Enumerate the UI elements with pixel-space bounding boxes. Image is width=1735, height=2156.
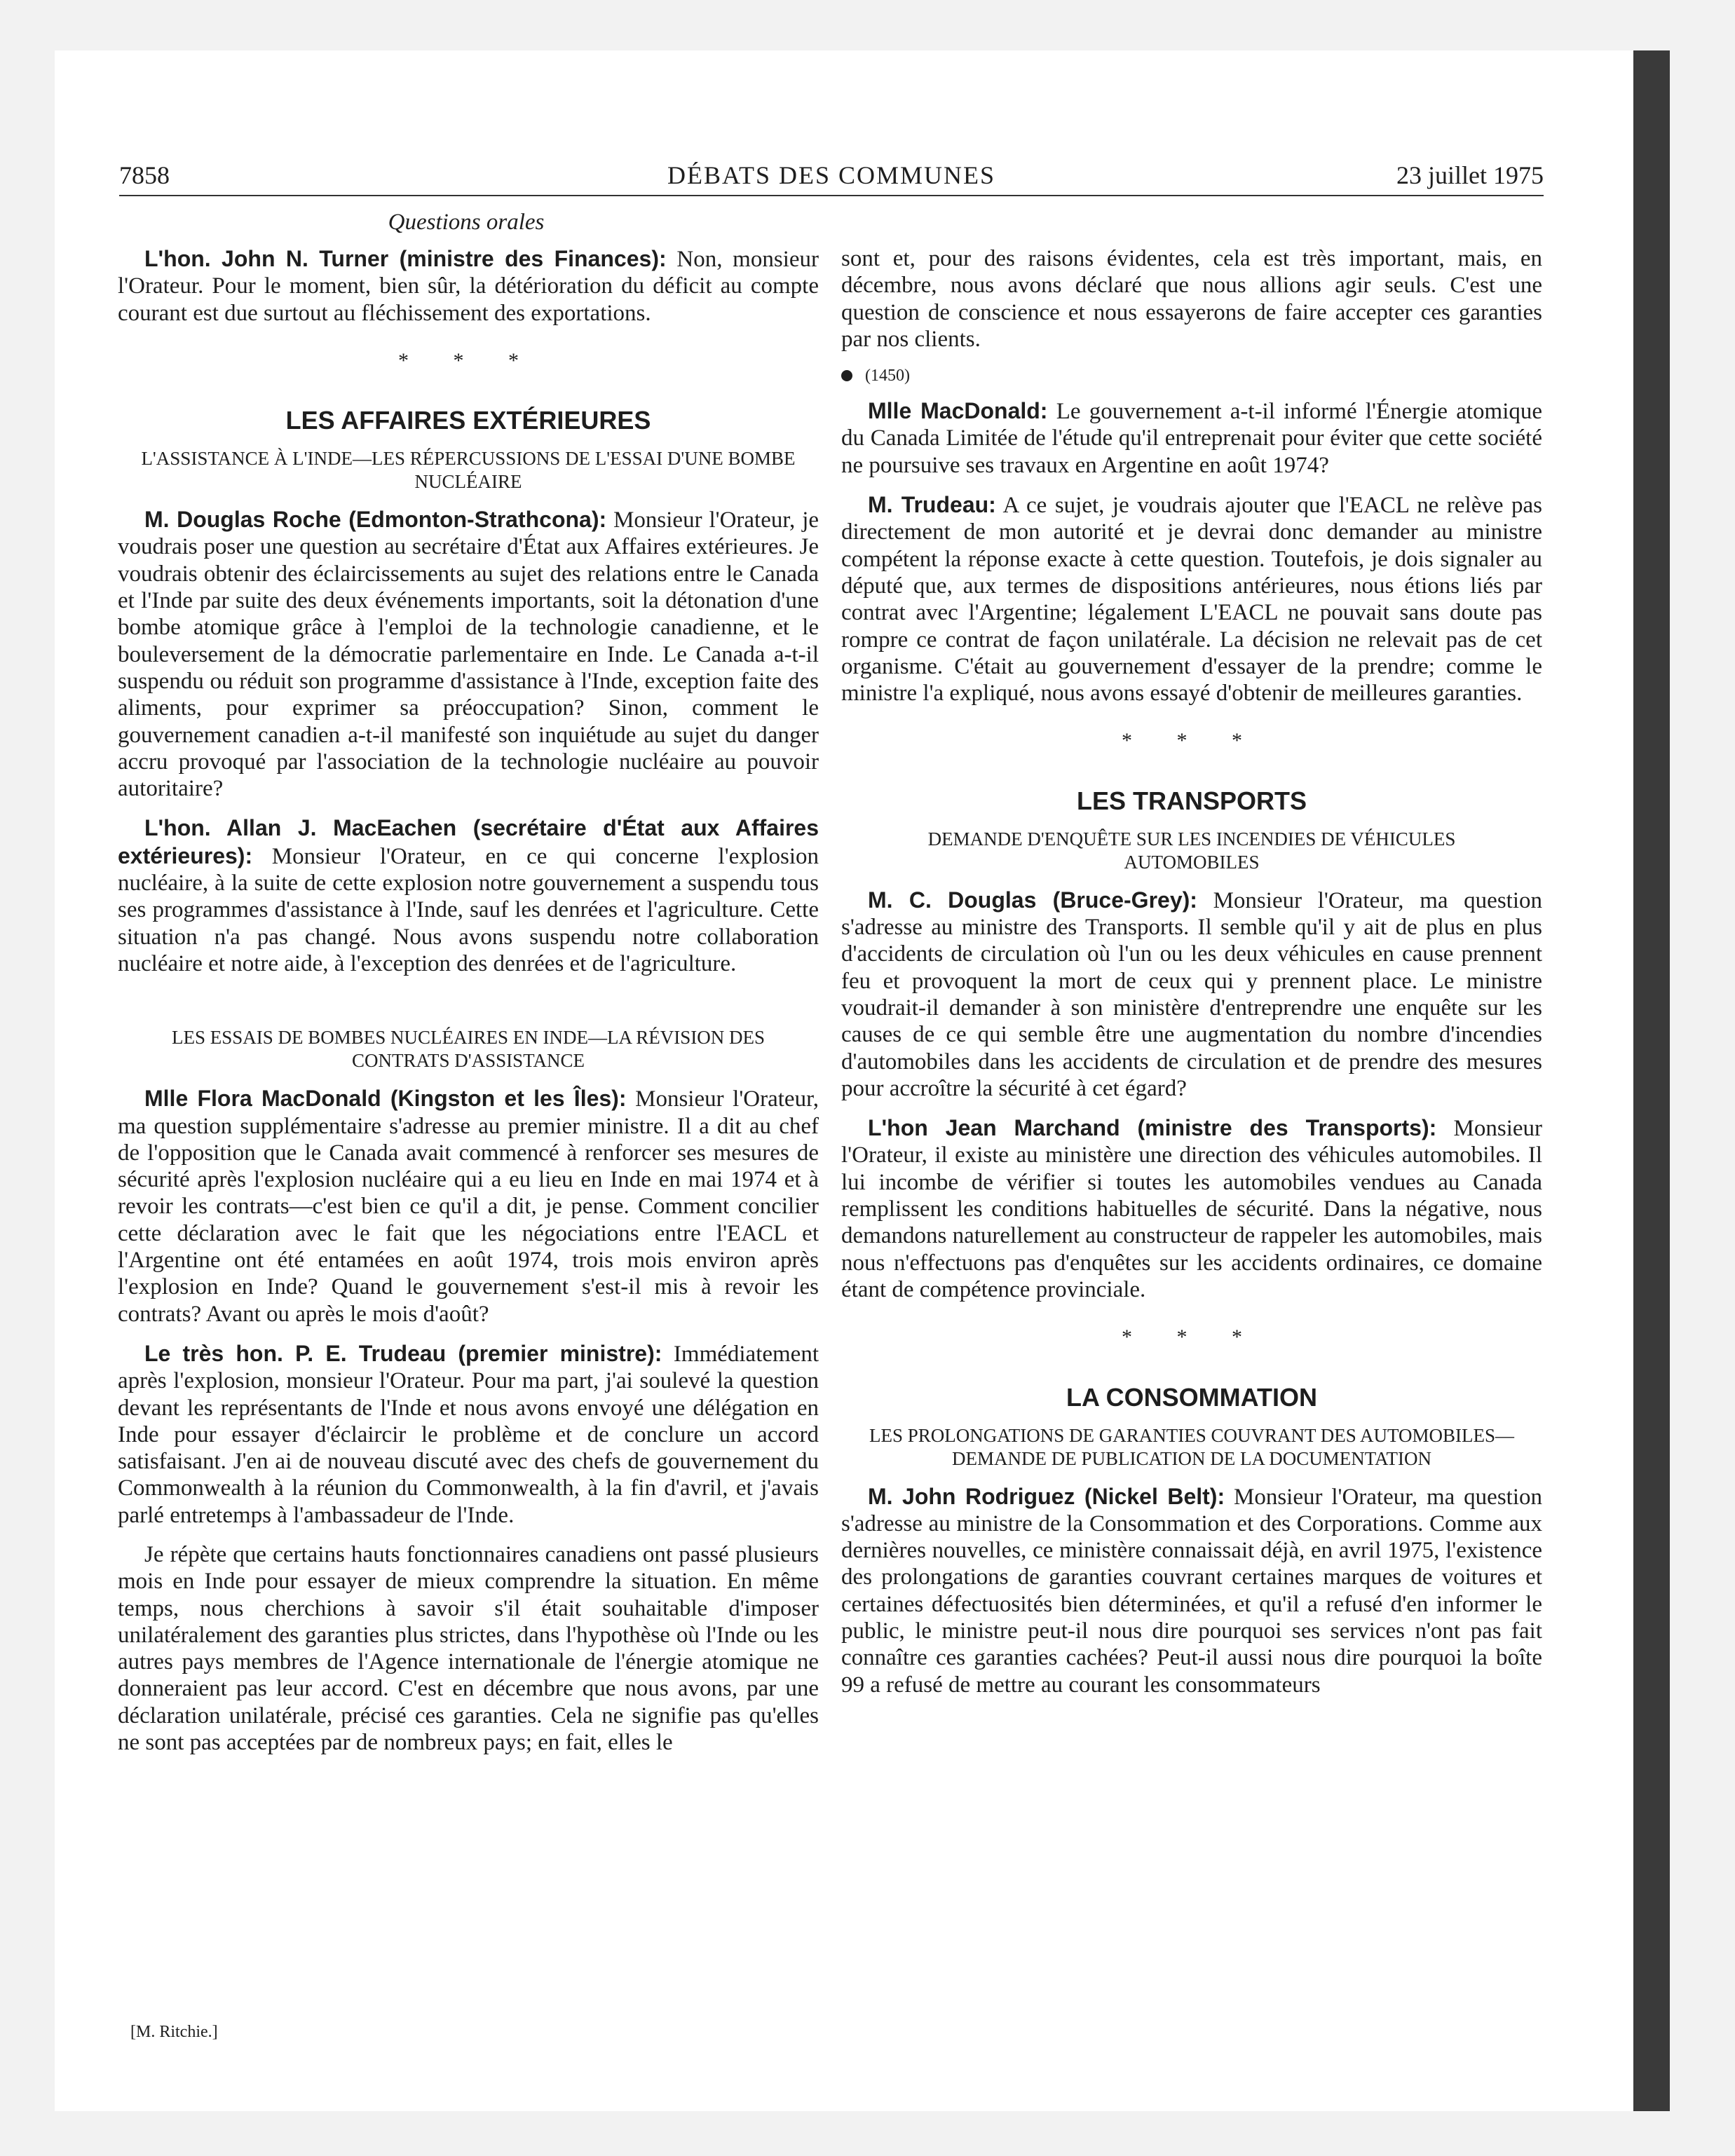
speaker-name: M. Trudeau:: [868, 492, 996, 518]
speaker-name: Mlle MacDonald:: [868, 398, 1048, 424]
subject-heading: DEMANDE D'ENQUÊTE SUR LES INCENDIES DE VÉHICULES AUTOMOBILES: [927, 828, 1456, 873]
running-header: [119, 156, 1544, 196]
footnote: [M. Ritchie.]: [130, 2023, 218, 2041]
paragraph: [841, 887, 1542, 1102]
speaker-name: M. John Rodriguez (Nickel Belt):: [868, 1483, 1225, 1509]
section-heading: LA CONSOMMATION: [1066, 1382, 1317, 1412]
time-marker-text: (1450): [865, 367, 910, 386]
paragraph-text: Monsieur l'Orateur, ma question s'adresse au ministre de la Consommation et des Corporations. Comme aux dernières nouvelles, ce ministère connaissait déjà, en avril 1975, l'existence des prolongations de garanties couvrant certaines marques de voitures et certaines défectuosités bien déterminées, et qu'il a refusé d'en informer le public, le ministre peut-il nous dire pourquoi ses services n'ont pas fait connaître ces garanties cachées? Peut-il aussi nous dire pourquoi la boîte 99 a refusé de mettre au courant les consommateurs: [841, 1484, 1543, 1698]
paragraph-text: A ce sujet, je voudrais ajouter que l'EACL ne relève pas directement de mon autorité et je devrai donc demander au ministre compétent la réponse exacte à cette question. Toutefois, je dois signaler au député que, aux termes de dispositions antérieures, nous étions liés par contrat avec l'Argentine; légalement L'EACL ne pouvait sans doute pas rompre ce contrat de façon unilatérale. La décision ne relevait pas de cet organisme. C'était au gouvernement d'essayer de la prendre; comme le ministre l'a expliqué, nous avons essayé d'obtenir de meilleures garanties.: [841, 493, 1543, 707]
paragraph-text: Monsieur l'Orateur, ma question s'adresse au ministre des Transports. Il semble qu'il y ait de plus en plus d'accidents de circulation où l'un ou les deux véhicules en cause prennent feu et provoquent la mort de ceux qui y prennent place. Le ministre voudrait-il demander à son ministère d'entreprendre une enquête sur les causes de ce qui semble être une augmentation du nombre d'incendies d'automobiles dans les accidents de circulation et de prendre des mesures pour accroître la sécurité à cet égard?: [841, 887, 1542, 1101]
spacer: [118, 990, 819, 1026]
section-separator: * * *: [1122, 729, 1262, 753]
subject-heading: LES ESSAIS DE BOMBES NUCLÉAIRES EN INDE—LA RÉVISION DES CONTRATS D'ASSISTANCE: [171, 1027, 766, 1072]
paragraph-text: Le gouvernement a-t-il informé l'Énergie atomique du Canada Limitée de l'étude qu'il entreprenait pour éviter que cette société ne poursuive ses travaux en Argentine en août 1974?: [841, 399, 1543, 478]
right-column: [841, 245, 1542, 1711]
paragraph: Je répète que certains hauts fonctionnaires canadiens ont passé plusieurs mois en Inde pour essayer de mieux comprendre la situation. En même temps, nous cherchions à savoir s'il était souhaitable d'imposer unilatéralement des garanties plus strictes, dans l'hypothèse où l'Inde ou les autres pays membres de l'Agence internationale de l'énergie atomique ne donneraient pas leur accord. C'est en décembre que nous avons, par une déclaration unilatérale, précisé ces garanties. Cela ne signifie pas qu'elles ne sont pas acceptées par de nombreux pays; en fait, elles le: [118, 1541, 819, 1756]
paragraph-text: Monsieur l'Orateur, ma question supplémentaire s'adresse au premier ministre. Il a dit au chef de l'opposition que le Canada avait commencé à renforcer ses mesures de sécurité après l'explosion nucléaire qui a eu lieu en Inde en mai 1974 et à revoir les contrats—c'est bien ce qu'il a dit, je pense. Comment concilier cette déclaration avec le fait que les négociations entre l'EACL et l'Argentine ont été entamées en août 1974, trois mois environ après l'explosion en Inde? Quand le gouvernement s'est-il mis à revoir les contrats? Avant ou après le mois d'août?: [118, 1086, 819, 1327]
bullet-dot-icon: [841, 370, 852, 381]
speaker-name: L'hon. Allan J. MacEachen (secrétaire d'État aux Affaires extérieures):: [118, 815, 819, 868]
paragraph-continued: sont et, pour des raisons évidentes, cela est très important, mais, en décembre, nous avons déclaré que nous allions agir seuls. C'est une question de conscience et nous essayerons de faire accepter ces garanties par nos clients.: [841, 246, 1542, 352]
paragraph-text: Immédiatement après l'explosion, monsieur l'Orateur. Pour ma part, j'ai soulevé la question devant les représentants de l'Inde et nous avons envoyé une délégation en Inde pour essayer d'éclaircir le problème et de conclure un accord satisfaisant. J'en ai de nouveau discuté avec des chefs de gouvernement du Commonwealth à la réunion du Commonwealth, à la fin d'avril, et j'avais parlé entretemps à l'ambassadeur de l'Inde.: [118, 1341, 819, 1528]
section-separator: * * *: [1122, 1325, 1262, 1349]
scan-edge: [1633, 50, 1670, 2111]
subject-heading: LES PROLONGATIONS DE GARANTIES COUVRANT DES AUTOMOBILES—DEMANDE DE PUBLICATION DE LA DOCUMENTATION: [869, 1424, 1515, 1469]
section-separator: * * *: [398, 348, 538, 372]
paragraph-text: Monsieur l'Orateur, en ce qui concerne l'explosion nucléaire, à la suite de cette explosion notre gouvernement a suspendu tous ses programmes d'assistance à l'Inde, sauf les denrées et l'agriculture. Cette situation n'a pas changé. Nous avons suspendu notre collaboration nucléaire et notre aide, à l'exception des denrées et de l'agriculture.: [118, 843, 819, 976]
paragraph: [118, 506, 819, 802]
paragraph: [118, 1085, 819, 1328]
speaker-name: Le très hon. P. E. Trudeau (premier ministre):: [144, 1340, 662, 1366]
speaker-name: L'hon Jean Marchand (ministre des Transports):: [868, 1115, 1437, 1141]
paragraph: [841, 1483, 1542, 1698]
paragraph: [841, 491, 1542, 707]
speaker-name: M. C. Douglas (Bruce-Grey):: [868, 887, 1197, 913]
paragraph-text: Monsieur l'Orateur, il existe au ministère une direction des véhicules automobiles. Il lui incombe de vérifier si toutes les automobiles vendues au Canada remplissent les conditions habituelles de sécurité. Dans la négative, nous demandons naturellement au constructeur de rappeler les automobiles, mais nous n'effectuons pas d'enquêtes sur les accidents ordinaires, ce domaine étant de compétence provinciale.: [841, 1116, 1542, 1302]
paragraph: [841, 1114, 1542, 1303]
time-marker: [841, 365, 1542, 386]
journal-title: DÉBATS DES COMMUNES: [667, 161, 996, 189]
section-label: Questions orales: [388, 210, 545, 235]
speaker-name: L'hon. John N. Turner (ministre des Finances):: [144, 246, 667, 271]
paragraph: [118, 1340, 819, 1529]
issue-date: 23 juillet 1975: [1396, 161, 1544, 189]
paragraph: [841, 397, 1542, 479]
section-heading: LES AFFAIRES EXTÉRIEURES: [285, 406, 651, 435]
paragraph-text: Monsieur l'Orateur, je voudrais poser une question au secrétaire d'État aux Affaires extérieures. Je voudrais obtenir des éclaircissements au sujet des relations entre le Canada et l'Inde par suite des deux événements importants, soit la détonation d'une bombe atomique grâce à l'emploi de la technologie canadienne, et le bouleversement de la démocratie parlementaire en Inde. Le Canada a-t-il suspendu ou réduit son programme d'assistance à l'Inde, exception faite des aliments, pour exprimer sa préoccupation? Sinon, comment le gouvernement canadien a-t-il manifesté son inquiétude au sujet du danger accru provoqué par l'association de la technologie nucléaire au pouvoir autoritaire?: [118, 507, 819, 802]
paragraph: [118, 245, 819, 327]
speaker-name: Mlle Flora MacDonald (Kingston et les Îles):: [144, 1086, 627, 1112]
page-number: 7858: [119, 161, 170, 189]
subject-heading: L'ASSISTANCE À L'INDE—LES RÉPERCUSSIONS DE L'ESSAI D'UNE BOMBE NUCLÉAIRE: [141, 448, 796, 493]
section-heading: LES TRANSPORTS: [1076, 786, 1307, 815]
paragraph-text: Non, monsieur l'Orateur. Pour le moment, bien sûr, la détérioration du déficit au compte courant est due surtout au fléchissement des exportations.: [118, 247, 819, 326]
left-column: [118, 245, 819, 1768]
speaker-name: M. Douglas Roche (Edmonton-Strathcona):: [144, 507, 607, 533]
paragraph: [118, 814, 819, 977]
